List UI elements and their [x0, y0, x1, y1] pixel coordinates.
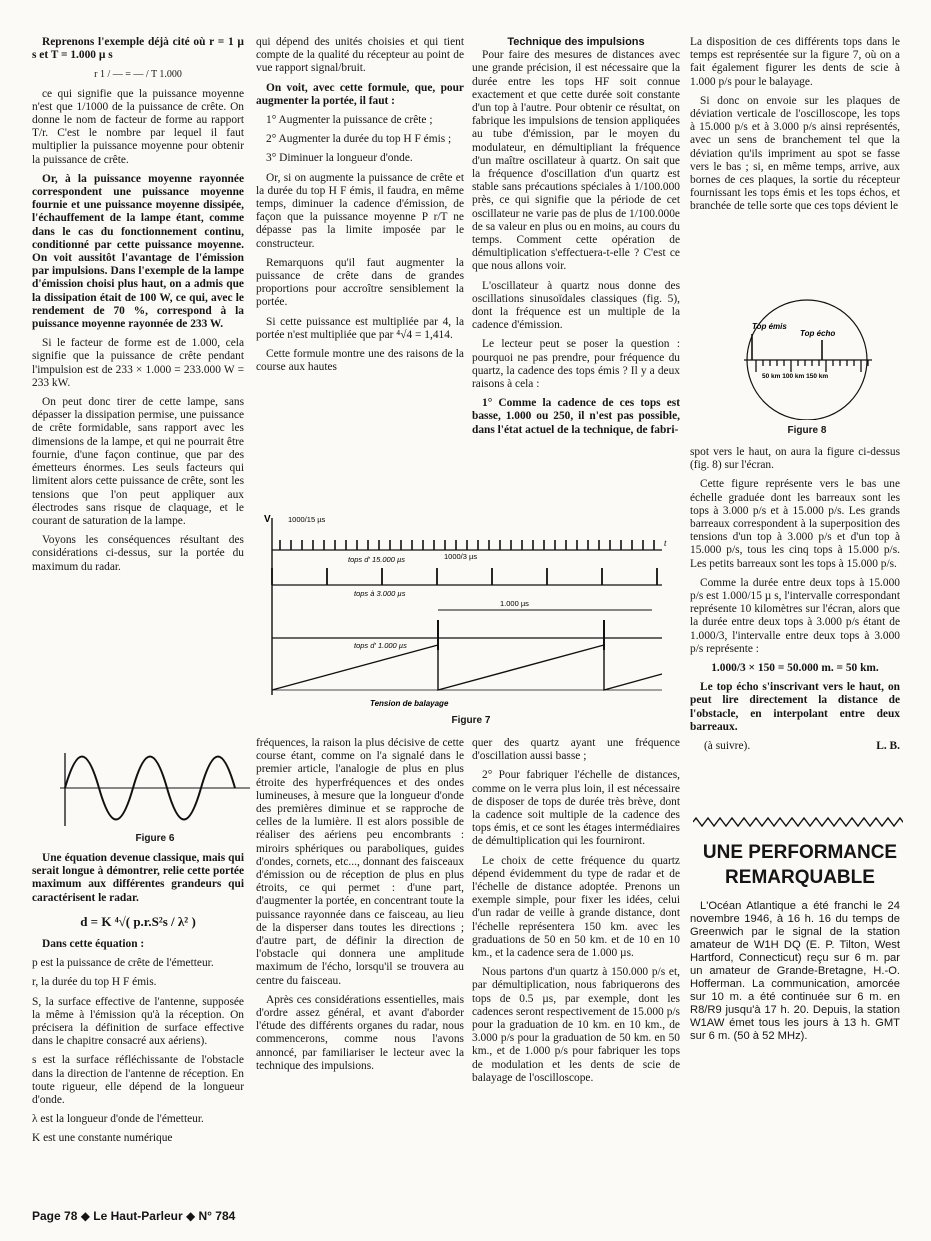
- paragraph: Voyons les conséquences résultant des considérations ci-dessus, sur la portée du maximum du radar.: [32, 534, 244, 573]
- paragraph: Après ces considérations essentielles, mais d'ordre assez général, et avant d'aborder l'étude des différents organes du radar, nous commencerons, comme nous l'avons annoncé, par familiariser le lecteur avec la technique des impulsions.: [256, 993, 464, 1072]
- paragraph: Le lecteur peut se poser la question : pourquoi ne pas prendre, pour fréquence du quartz, la cadence des tops émis ? Il y a deux raisons à cela :: [472, 338, 680, 391]
- paragraph: Cette figure représente vers le bas une échelle graduée dont les barreaux sont les tops à 3.000 p/s et à 15.000 p/s. Les grands barreaux correspondent à la superposition des tensions d'un top à 3.000 p/s et d'un top à 15.000 p/s, tous les cinq tops à 15.000 p/s. Les petits barreaux sont les tops à 15.000 p/s.: [690, 478, 900, 570]
- paragraph: qui dépend des unités choisies et qui tient compte de la qualité du récepteur au point de vue rapport signal/bruit.: [256, 36, 464, 75]
- paragraph: 1° Comme la cadence de ces tops est basse, 1.000 ou 250, il n'est pas possible, dans l'état actuel de la technique, de fabri-: [472, 397, 680, 436]
- paragraph: quer des quartz ayant une fréquence d'oscillation aussi basse ;: [472, 737, 680, 763]
- column-3: [472, 36, 680, 443]
- sine-wave-graphic: [55, 748, 255, 828]
- label-tops-1000: tops d' 1.000 µs: [354, 641, 407, 650]
- page-footer: Page 78 ◆ Le Haut-Parleur ◆ N° 784: [32, 1209, 236, 1223]
- paragraph: Or, si on augmente la puissance de crête et la durée du top H F émis, il faudra, en même temps, diminuer la cadence d'émission, de façon que la puissance moyenne P r/T ne dépasse pas la limite imposée par le constructeur.: [256, 171, 464, 250]
- list-item: 2° Augmenter la durée du top H F émis ;: [266, 133, 452, 146]
- label-top-emis: Top émis: [752, 322, 787, 331]
- label-top-echo: Top écho: [800, 329, 836, 338]
- list-item: 3° Diminuer la longueur d'onde.: [266, 152, 413, 165]
- column-1: [32, 36, 244, 580]
- paragraph: Le top écho s'inscrivant vers le haut, on peut lire directement la distance de l'obstacle, en interpolant entre deux barreaux.: [690, 681, 900, 733]
- definition: K est une constante numérique: [32, 1132, 173, 1145]
- paragraph: Si donc on envoie sur les plaques de déviation verticale de l'oscilloscope, les tops à 15.000 p/s et à 3.000 p/s ainsi représentés, avec un sens de branchement tel que la déviation qu'ils impriment au spot se fasse vers le bas ; si, en même temps, arrive, aux bornes de ces plaques, la sortie du récepteur fournissant les tops émis et les tops échos, et branchée de telle sorte que ces tops dévient le: [690, 94, 900, 213]
- column-2: [256, 36, 464, 380]
- paragraph: Si le facteur de forme est de 1.000, cela signifie que la puissance de crête pendant l'impulsion est de 233 × 1.000 = 233.000 W = 233 kW.: [32, 337, 244, 389]
- figure-8: [722, 298, 892, 436]
- definition: s est la surface réfléchissante de l'obstacle dans la direction de l'antenne de réception. En toute rigueur, elle dépend de la longueur d'onde.: [32, 1054, 244, 1107]
- label-tops-15000: tops d' 15.000 µs: [348, 555, 406, 564]
- paragraph: Nous partons d'un quartz à 150.000 p/s et, par démultiplication, nous fabriquerons des tops de 0.5 µs, par exemple, dont les cadences seront respectivement de 15.000 p/s pour la graduation de 10 km. en 10 km., de 3.000 p/s pour la graduation de 50 km. en 50 km., et de 1.000 p/s pour fabriquer les tops de modulation et les dents de scie de balayage de l'oscilloscope.: [472, 966, 680, 1084]
- paragraph: Cette formule montre une des raisons de la course aux hautes: [256, 348, 464, 374]
- column-2-lower: [256, 737, 464, 1079]
- paragraph: L'oscillateur à quartz nous donne des oscillations sinusoïdales classiques (fig. 5), dont la fréquence est un multiple de la cadence d'émission.: [472, 279, 680, 332]
- label-tops-3000: tops à 3.000 µs: [354, 589, 406, 598]
- axis-label-v: V: [264, 514, 271, 525]
- figure-6: [55, 748, 255, 844]
- zigzag-divider: [693, 817, 903, 827]
- figure-caption: Figure 7: [451, 715, 491, 726]
- column-1-lower: [32, 852, 244, 1152]
- column-4-lower: [690, 446, 900, 759]
- figure-caption: Figure 6: [135, 833, 175, 844]
- performance-article: [690, 900, 900, 1049]
- paragraph: Reprenons l'exemple déjà cité où r = 1 µ s et T = 1.000 µ s: [32, 36, 244, 62]
- figure-caption: Figure 8: [787, 425, 827, 436]
- paragraph: Comme la durée entre deux tops à 15.000 p/s est 1.000/15 µ s, l'intervalle correspondant représente 10 kilomètres sur l'écran, alors que la durée entre deux tops à 3.000 p/s étant de 1.000/3, l'intervalle entre deux tops à 3.000 p/s représente :: [690, 576, 900, 655]
- definition: S, la surface effective de l'antenne, supposée la même à l'émission qu'à la réception. On précisera la définition de surface effective dans le chapitre consacré aux aériens).: [32, 995, 244, 1048]
- definition: λ est la longueur d'onde de l'émetteur.: [32, 1113, 204, 1126]
- figure-7: [262, 510, 680, 726]
- column-4: [690, 36, 900, 220]
- a-suivre: (à suivre).: [704, 740, 751, 753]
- definition: p est la puissance de crête de l'émetteur.: [32, 957, 214, 970]
- label-tension-balayage: Tension de balayage: [370, 699, 449, 708]
- paragraph: Or, à la puissance moyenne rayonnée correspondent une puissance moyenne fournie et une puissance moyenne dissipée, l'échauffement de la lampe étant, comme dans le cas du fonctionnement continu, conditionné par cette puissance moyenne. On voit aussitôt l'avantage de l'émission par impulsions. Dans l'exemple de la lampe d'émission choisi plus haut, on a admis que la dissipation était de 100 W, ce qui, avec le rendement de 70 %, correspond à la puissance moyenne rayonnée de 233 W.: [32, 172, 244, 331]
- section-heading: Technique des impulsions: [507, 36, 645, 48]
- paragraph: On voit, avec cette formule, que, pour augmenter la portée, il faut :: [256, 81, 464, 107]
- paragraph: spot vers le haut, on aura la figure ci-dessus (fig. 8) sur l'écran.: [690, 446, 900, 472]
- paragraph: La disposition de ces différents tops dans le temps est représentée sur la figure 7, où on a fait également figurer les dents de scie à 1.000 p/s pour le balayage.: [690, 36, 900, 88]
- definition: r, la durée du top H F émis.: [32, 976, 157, 989]
- scale-labels: 50 km 100 km 150 km: [762, 373, 829, 380]
- article-title: UNE PERFORMANCE REMARQUABLE: [702, 842, 898, 888]
- axis-label-t: t: [664, 538, 667, 548]
- paragraph: Le choix de cette fréquence du quartz dépend évidemment du type de radar et de l'échelle de distance adoptée. Prenons un exemple simple, pour fixer les idées, celui d'un radar de veille à grande distance, dont l'échelle représentera 150 km. avec les graduations de 50 en 50 km. et de 10 en 10 km., et la cadence sera de 1.000 µs.: [472, 854, 680, 960]
- oscilloscope-screen: [722, 298, 892, 420]
- pulse-timing-diagram: [262, 510, 680, 710]
- list-item: 1° Augmenter la puissance de crête ;: [266, 114, 433, 127]
- column-3-lower: [472, 737, 680, 1091]
- signature-line: [690, 740, 900, 753]
- paragraph: 2° Pour fabriquer l'échelle de distances, comme on le verra plus loin, il est nécessaire de disposer de tops de durée très brève, dont la cadence soit multiple de la cadence des tops émis, et ce sont les étages intermédiaires de démultiplication qui les fourniront.: [472, 769, 680, 848]
- paragraph: Remarquons qu'il faut augmenter la puissance de crête dans de grandes proportions pour accroître sensiblement la portée.: [256, 256, 464, 309]
- paragraph: fréquences, la raison la plus décisive de cette course étant, comme on l'a signalé dans le premier article, l'analogie de plus en plus étroite des hyperfréquences et des ondes lumineuses, à mesure que la longueur d'onde des premières diminue et se rapproche de celles de la lumière. Il est alors possible de réaliser des aériens peu encombrants : miroirs sphériques ou paraboliques, guides d'ondes, cornets, etc..., donnant des faisceaux d'émission ou de réception de plus en plus étroits, ce qui permet : d'une part, d'augmenter la portée, en concentrant toute la puissance rayonnée dans ce faisceau, au lieu de la disperser dans toutes les directions ; d'autre part, de définir la direction de l'obstacle qui donnera une amplitude maximum de l'écho, lorsqu'il se trouvera au centre du faisceau.: [256, 737, 464, 987]
- paragraph: L'Océan Atlantique a été franchi le 24 novembre 1946, à 16 h. 16 du temps de Greenwich par le signal de la station amateur de W1H DQ (E. P. Tilton, West Hartford, Connecticut) reçu sur 6 m. par un amateur de Grande-Bretagne, H.-O. Hofferman. La communication, amorcée sur 10 m. a été continuée sur 6 m. en R8/R9 jusqu'à 17 h. 20. Depuis, la station W1AW émet tous les jours à 13 h. GMT sur 6 m. (50 à 52 MHz).: [690, 900, 900, 1042]
- paragraph: Pour faire des mesures de distances avec une grande précision, il est nécessaire que la durée entre les tops HF soit connue exactement et que cette durée soit constante d'un top à l'autre. Pour obtenir ce résultat, on fabrique les impulsions de tension appliquées au tube d'émission, par le moyen du modulateur, en démultipliant la fréquence d'un maître oscillateur à quartz. On sait que la fréquence d'oscillation d'un quartz est stable sans précautions spéciales à 1/100.000 près, ce qui signifie que la période de cet oscillateur ne varie pas de plus de 1/100.000e de sa valeur en plus ou en moins, au cours du temps. Comment cette opération de démultiplication s'effectuera-t-elle ? C'est ce que nous allons voir.: [472, 49, 680, 273]
- label-1000us: 1.000 µs: [500, 599, 529, 608]
- paragraph: ce qui signifie que la puissance moyenne n'est que 1/1000 de la puissance de crête. On donne le nom de facteur de forme au rapport T/r. C'est le nombre par lequel il faut multiplier la puissance moyenne pour obtenir la puissance de crête.: [32, 87, 244, 166]
- label-1000-15: 1000/15 µs: [288, 515, 326, 524]
- paragraph: Une équation devenue classique, mais qui serait longue à démontrer, relie cette portée maximum aux différentes grandeurs qui caractérisent le radar.: [32, 852, 244, 904]
- formula: 1.000/3 × 150 = 50.000 m. = 50 km.: [711, 662, 879, 675]
- fraction: r 1 / — = — / T 1.000: [94, 69, 182, 81]
- formula: d = K ⁴√( p.r.S²s / λ² ): [80, 913, 196, 929]
- paragraph: Dans cette équation :: [42, 938, 145, 951]
- label-1000-3: 1000/3 µs: [444, 552, 478, 561]
- paragraph: On peut donc tirer de cette lampe, sans dépasser la dissipation permise, une puissance de crête formidable, sans rapport avec les dimensions de la lampe, et qui ne pourrait être fournie, d'une façon continue, que par des émetteurs énormes. Les seuls facteurs qui limitent alors cette puissance de crête, sont les tensions que l'on peut appliquer aux électrodes sans risque de claquage, et le courant de saturation de la lampe.: [32, 396, 244, 527]
- author-initials: L. B.: [876, 740, 900, 753]
- paragraph: Si cette puissance est multipliée par 4, la portée n'est multipliée que par ⁴√4 = 1,414.: [256, 315, 464, 341]
